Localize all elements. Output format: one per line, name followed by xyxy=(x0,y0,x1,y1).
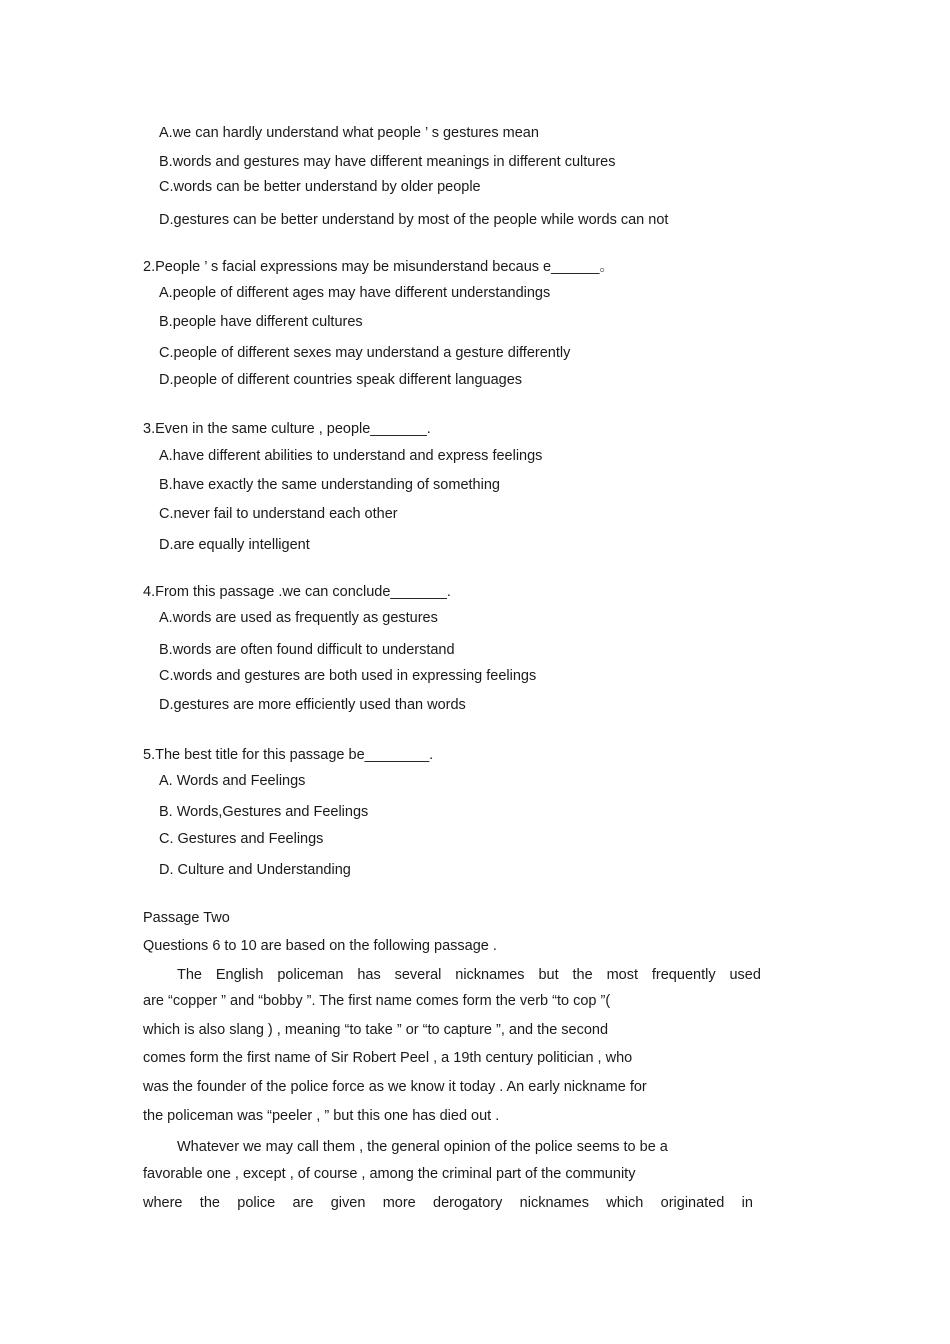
q4-option-b: B.words are often found difficult to understand xyxy=(159,642,455,658)
q2-option-c: C.people of different sexes may understand a gesture differently xyxy=(159,345,571,361)
passage-p2-line-3 xyxy=(143,1194,753,1212)
passage-p2-line-1: Whatever we may call them , the general opinion of the police seems to be a xyxy=(177,1139,668,1155)
word: given xyxy=(330,1195,366,1211)
word: The xyxy=(177,967,202,983)
word: police xyxy=(237,1195,276,1211)
q5-stem: 5.The best title for this passage be________. xyxy=(143,747,434,763)
passage-two-heading: Passage Two xyxy=(143,910,230,926)
word: several xyxy=(394,967,442,983)
passage-p2-line-2: favorable one , except , of course , among the criminal part of the community xyxy=(143,1166,636,1182)
word: originated xyxy=(660,1195,725,1211)
passage-p1-line-6: the policeman was “peeler , ” but this one has died out . xyxy=(143,1108,500,1124)
q1-option-b: B.words and gestures may have different meanings in different cultures xyxy=(159,154,616,170)
q4-option-a: A.words are used as frequently as gestures xyxy=(159,610,438,626)
passage-p1-line-4: comes form the first name of Sir Robert Peel , a 19th century politician , who xyxy=(143,1050,633,1066)
q2-option-d: D.people of different countries speak different languages xyxy=(159,372,523,388)
word: in xyxy=(741,1195,753,1211)
word: English xyxy=(215,967,264,983)
word: used xyxy=(729,967,761,983)
q4-option-c: C.words and gestures are both used in expressing feelings xyxy=(159,668,537,684)
q5-option-a: A. Words and Feelings xyxy=(159,773,306,789)
word: are xyxy=(292,1195,314,1211)
passage-p1-line-1 xyxy=(177,966,761,984)
word: the xyxy=(572,967,593,983)
q3-option-b: B.have exactly the same understanding of something xyxy=(159,477,500,493)
q1-option-c: C.words can be better understand by older people xyxy=(159,179,481,195)
q1-option-a: A.we can hardly understand what people ’ s gestures mean xyxy=(159,125,539,141)
word: policeman xyxy=(277,967,344,983)
q2-option-b: B.people have different cultures xyxy=(159,314,363,330)
word: frequently xyxy=(651,967,716,983)
q4-stem: 4.From this passage .we can conclude_______. xyxy=(143,584,451,600)
q3-option-d: D.are equally intelligent xyxy=(159,537,310,553)
q1-option-d: D.gestures can be better understand by most of the people while words can not xyxy=(159,212,669,228)
passage-two-intro: Questions 6 to 10 are based on the following passage . xyxy=(143,938,497,954)
word: more xyxy=(382,1195,416,1211)
q4-option-d: D.gestures are more efficiently used than words xyxy=(159,697,466,713)
q3-stem: 3.Even in the same culture , people_______. xyxy=(143,421,431,437)
q5-option-c: C. Gestures and Feelings xyxy=(159,831,324,847)
word: nicknames xyxy=(519,1195,589,1211)
q3-option-c: C.never fail to understand each other xyxy=(159,506,398,522)
passage-p1-line-3: which is also slang ) , meaning “to take ” or “to capture ”, and the second xyxy=(143,1022,609,1038)
word: the xyxy=(199,1195,220,1211)
word: derogatory xyxy=(433,1195,503,1211)
word: has xyxy=(357,967,381,983)
word: nicknames xyxy=(455,967,525,983)
word: which xyxy=(606,1195,644,1211)
word: but xyxy=(538,967,559,983)
word: most xyxy=(606,967,638,983)
q5-option-b: B. Words,Gestures and Feelings xyxy=(159,804,369,820)
passage-p1-line-2: are “copper ” and “bobby ”. The first name comes form the verb “to cop ”( xyxy=(143,993,611,1009)
q3-option-a: A.have different abilities to understand and express feelings xyxy=(159,448,543,464)
q2-stem: 2.People ’ s facial expressions may be misunderstand becaus e______。 xyxy=(143,259,614,275)
q5-option-d: D. Culture and Understanding xyxy=(159,862,351,878)
word: where xyxy=(143,1195,183,1211)
passage-p1-line-5: was the founder of the police force as we know it today . An early nickname for xyxy=(143,1079,647,1095)
q2-option-a: A.people of different ages may have different understandings xyxy=(159,285,551,301)
